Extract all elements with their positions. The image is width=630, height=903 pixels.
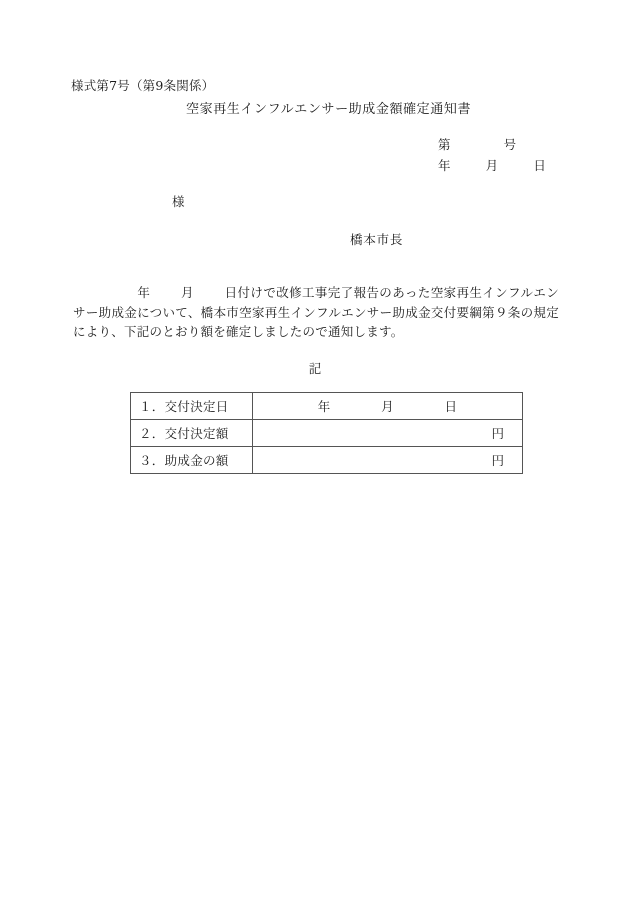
document-date-year: 年 [438,158,451,173]
row-value-grant-decision-amount[interactable] [253,420,523,447]
cell-date-year: 年 [317,399,331,414]
body-paragraph [73,283,559,342]
document-date-day: 日 [533,158,547,173]
currency-unit-yen: 円 [491,426,504,441]
table-row [131,393,523,420]
document-title: 空家再生インフルエンサー助成金額確定通知書 [186,102,472,117]
body-date-year: 年 [137,285,151,300]
body-main-text: 日付けで改修工事完了報告のあった空家再生インフルエンサー助成金について、橋本市空家再生インフルエンサー助成金交付要綱第９条の規定により、下記のとおり額を確定しましたので通知します。 [73,285,559,340]
form-number: 様式第7号（第9条関係） [71,78,215,93]
ki-marker: 記 [308,361,322,376]
currency-unit-yen: 円 [491,453,504,468]
document-meta-block [438,134,546,176]
row-label-subsidy-amount: ３．助成金の額 [131,447,253,474]
document-number-suffix: 号 [503,137,517,152]
document-date-month: 月 [485,158,499,173]
document-number-line [438,134,546,155]
document-number-prefix: 第 [438,137,451,152]
cell-date-day: 日 [444,399,458,414]
row-label-grant-decision-amount: ２．交付決定額 [131,420,253,447]
body-date-month: 月 [181,285,194,300]
cell-date-month: 月 [381,399,394,414]
row-value-grant-decision-date[interactable] [253,393,523,420]
table-row [131,420,523,447]
addressee-honorific: 様 [172,194,185,209]
determination-table [130,392,523,474]
table-row [131,447,523,474]
issuer-name: 橋本市長 [350,232,404,247]
document-date-line [438,155,546,176]
row-value-subsidy-amount[interactable] [253,447,523,474]
date-fields [261,397,514,415]
row-label-grant-decision-date: １．交付決定日 [131,393,253,420]
